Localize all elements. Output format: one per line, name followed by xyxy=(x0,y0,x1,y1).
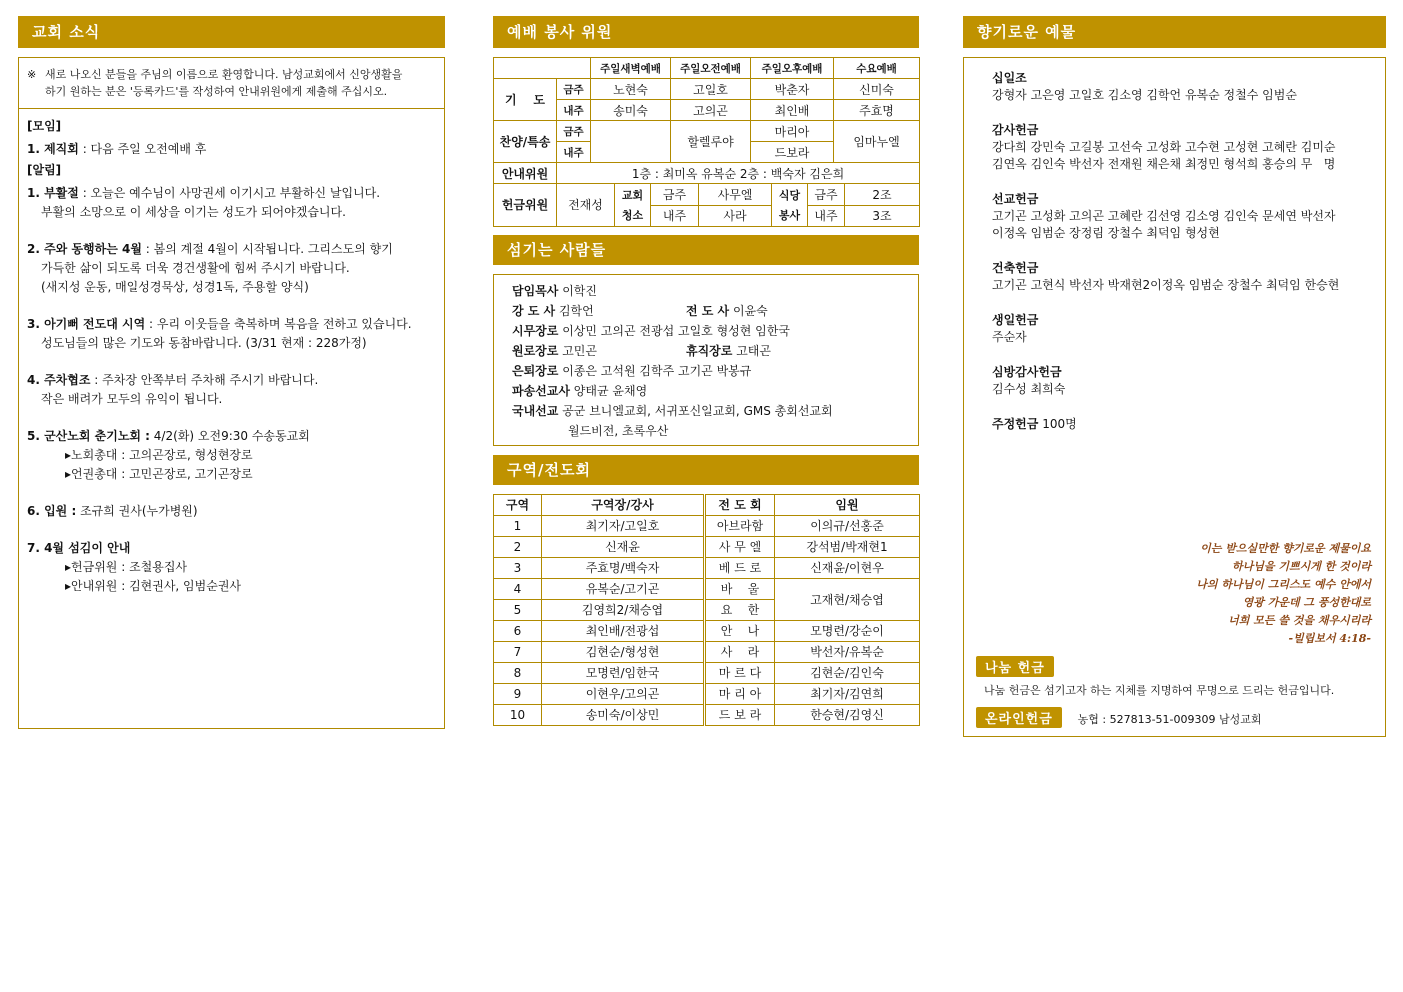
announce-item-6 xyxy=(27,502,436,521)
choir-afternoon-this: 마리아 xyxy=(751,121,834,142)
table-cell: 고의곤 xyxy=(671,100,751,121)
servant-label: 파송선교사 xyxy=(512,383,570,398)
servant-value: 양태균 윤채영 xyxy=(573,383,648,398)
kitchen-label-1: 식당 xyxy=(772,184,808,205)
announce-item-text: : 주차장 안쪽부터 주차해 주시기 바랍니다. xyxy=(90,373,319,387)
table-cell: 신재윤 xyxy=(542,536,705,557)
table-cell: 최인배 xyxy=(751,100,834,121)
verse-line: 나의 하나님이 그리스도 예수 안에서 xyxy=(1196,578,1371,591)
online-offering-account: 농협 : 527813-51-009309 남성교회 xyxy=(1077,713,1262,726)
table-header-row xyxy=(494,494,920,515)
sharing-offering xyxy=(976,656,1054,677)
online-offering xyxy=(976,707,1262,728)
offerings-column xyxy=(963,16,1386,737)
table-cell: 이의규/선홍준 xyxy=(775,515,920,536)
servant-label: 은퇴장로 xyxy=(512,363,559,378)
sharing-offering-text: 나눔 헌금은 섬기고자 하는 지체를 지명하여 무명으로 드리는 헌금입니다. xyxy=(984,684,1335,697)
announce-item-title: 7. 4월 섬김이 안내 xyxy=(27,541,131,555)
servant-row-domestic-mission xyxy=(512,401,908,421)
table-row xyxy=(494,79,920,100)
offering-group-birthday xyxy=(992,312,1375,346)
offering-label: 헌금위원 xyxy=(494,184,557,226)
table-cell: 사 라 xyxy=(705,641,775,662)
choir-wednesday: 임마누엘 xyxy=(834,121,920,163)
verse-line: 너희 모든 쓸 것을 채우시리라 xyxy=(1228,614,1371,627)
table-cell xyxy=(591,121,671,163)
table-cell: 이현우/고의곤 xyxy=(542,683,705,704)
announce-item-title: 5. 군산노회 춘기노회 : xyxy=(27,429,150,443)
servants-box xyxy=(493,274,919,446)
column-header: 구역장/강사 xyxy=(542,494,705,515)
table-cell: 2 xyxy=(494,536,542,557)
table-cell: 아브라함 xyxy=(705,515,775,536)
weekly-offering-value: 100명 xyxy=(1038,417,1077,431)
table-row xyxy=(494,515,920,536)
announce-item-title: 2. 주와 동행하는 4월 xyxy=(27,242,142,256)
announce-item-4 xyxy=(27,371,436,390)
table-cell: 신미숙 xyxy=(834,79,920,100)
announce-item-3 xyxy=(27,315,436,334)
servant-value: 김학언 xyxy=(558,303,594,318)
column-header: 임원 xyxy=(775,494,920,515)
choir-afternoon-next: 드보라 xyxy=(751,142,834,163)
table-row xyxy=(494,58,920,79)
table-cell: 모명련/임한국 xyxy=(542,662,705,683)
guide-label: 안내위원 xyxy=(494,163,557,184)
offering-category: 심방감사헌금 xyxy=(992,365,1062,379)
servant-value: 이종은 고석원 김학주 고기곤 박봉규 xyxy=(562,363,752,378)
table-cell: 5 xyxy=(494,599,542,620)
this-week-label: 금주 xyxy=(557,121,591,142)
header-wednesday-service: 수요예배 xyxy=(834,58,920,79)
offering-group-tithe xyxy=(992,70,1375,104)
table-cell: 3 xyxy=(494,557,542,578)
servant-value: 이상민 고의곤 전광섭 고일호 형성현 임한국 xyxy=(562,323,790,338)
offering-category: 십일조 xyxy=(992,71,1027,85)
table-row xyxy=(494,704,920,725)
announce-item-title: 6. 입원 : xyxy=(27,504,77,518)
servant-row-domestic-mission-2: 월드비전, 초록우산 xyxy=(568,423,669,438)
offering-names: 이정옥 임범순 장정림 장철수 최덕임 형성현 xyxy=(992,226,1220,240)
servant-row-missionaries xyxy=(512,381,908,401)
servants-heading: 섬기는 사람들 xyxy=(493,235,919,265)
servant-label: 전 도 사 xyxy=(686,303,730,318)
this-week-label: 금주 xyxy=(808,184,845,205)
table-cell: 최인배/전광섭 xyxy=(542,620,705,641)
verse-line: 영광 가운데 그 풍성한대로 xyxy=(1242,596,1371,609)
choir-morning: 할렐루야 xyxy=(671,121,751,163)
table-cell: 바 울 xyxy=(705,578,775,599)
announce-item-7 xyxy=(27,539,436,558)
offering-list xyxy=(964,58,1385,526)
table-cell: 안 나 xyxy=(705,620,775,641)
header-dawn-service: 주일새벽예배 xyxy=(591,58,671,79)
table-cell: 8 xyxy=(494,662,542,683)
servant-row-elders xyxy=(512,321,908,341)
announce-item-title: 4. 주차협조 xyxy=(27,373,91,387)
meeting-item-1 xyxy=(27,140,436,159)
offering-group-thanks xyxy=(992,122,1375,173)
servant-value: 공군 브니엘교회, 서귀포신일교회, GMS 총회선교회 xyxy=(562,403,833,418)
table-cell: 사 무 엘 xyxy=(705,536,775,557)
announce-item-2 xyxy=(27,240,436,259)
staff-column xyxy=(493,16,919,726)
reference-mark: ※ xyxy=(27,68,37,81)
table-row xyxy=(494,100,920,121)
table-cell: 최기자/김연희 xyxy=(775,683,920,704)
offering-names: 김연옥 김인숙 박선자 전재원 채은채 최정민 형석희 홍승의 무 명 xyxy=(992,157,1336,171)
announce-item-2-line-2: 가득한 삶이 되도록 더욱 경건생활에 힘써 주시기 바랍니다. xyxy=(41,261,350,275)
church-news-heading: 교회 소식 xyxy=(18,16,445,48)
meeting-label: [모임] xyxy=(27,119,62,133)
table-cell: 9 xyxy=(494,683,542,704)
table-cell: 주효명/백숙자 xyxy=(542,557,705,578)
servant-row-retired-elders xyxy=(512,361,908,381)
table-row xyxy=(494,620,920,641)
table-row xyxy=(494,578,920,599)
announce-label: [알림] xyxy=(27,163,62,177)
announce-item-5-line-2: ▸노회총대 : 고의곤장로, 형성현장로 xyxy=(65,448,253,462)
table-cell: 고재현/채승엽 xyxy=(775,578,920,620)
choir-label: 찬양/특송 xyxy=(494,121,557,163)
servant-row-senior-elders xyxy=(512,341,908,361)
offering-names: 주순자 xyxy=(992,330,1027,344)
servant-row-preacher xyxy=(512,301,908,321)
table-row xyxy=(494,557,920,578)
table-row xyxy=(494,121,920,142)
table-row xyxy=(494,683,920,704)
worship-staff-table xyxy=(493,57,920,184)
table-cell: 김영희2/채승엽 xyxy=(542,599,705,620)
servant-value: 이윤숙 xyxy=(732,303,768,318)
offering-names: 고기곤 고현식 박선자 박재현2이정옥 임범순 장철수 최덕임 한승현 xyxy=(992,278,1340,292)
offering-name: 전재성 xyxy=(557,184,615,226)
church-news-box xyxy=(18,57,445,729)
servant-label: 원로장로 xyxy=(512,343,559,358)
this-week-label: 금주 xyxy=(557,79,591,100)
table-cell xyxy=(494,58,591,79)
guide-text: 1층 : 최미옥 유복순 2층 : 백숙자 김은희 xyxy=(557,163,920,184)
servant-label: 담임목사 xyxy=(512,283,559,298)
table-cell: 6 xyxy=(494,620,542,641)
servant-value: 이학진 xyxy=(562,283,597,298)
table-cell: 마 리 아 xyxy=(705,683,775,704)
table-cell: 노현숙 xyxy=(591,79,671,100)
table-cell: 최기자/고일호 xyxy=(542,515,705,536)
servant-row-pastor xyxy=(512,281,908,301)
servant-label: 시무장로 xyxy=(512,323,559,338)
announce-item-7-line-3: ▸안내위원 : 김현권사, 임범순권사 xyxy=(65,579,242,593)
verse-line: 이는 받으실만한 향기로운 제물이요 xyxy=(1200,542,1371,555)
table-cell: 유복순/고기곤 xyxy=(542,578,705,599)
verse-line: 하나님을 기쁘시게 한 것이라 xyxy=(1232,560,1371,573)
announce-item-4-line-2: 작은 배려가 모두의 유익이 됩니다. xyxy=(41,392,223,406)
table-row xyxy=(494,641,920,662)
announce-item-title: 1. 부활절 xyxy=(27,186,79,200)
table-cell: 베 드 로 xyxy=(705,557,775,578)
welcome-line-1: 새로 나오신 분들을 주님의 이름으로 환영합니다. 남성교회에서 신앙생활을 xyxy=(45,68,403,81)
column-header: 전 도 회 xyxy=(705,494,775,515)
offerings-heading: 향기로운 예물 xyxy=(963,16,1386,48)
sharing-offering-badge: 나눔 헌금 xyxy=(976,656,1054,677)
announce-item-2-line-3: (새지성 운동, 매일성경묵상, 성경1독, 주용할 양식) xyxy=(41,280,309,294)
offering-group-mission xyxy=(992,191,1375,242)
table-cell: 김현순/형성현 xyxy=(542,641,705,662)
table-cell: 송미숙 xyxy=(591,100,671,121)
districts-heading: 구역/전도회 xyxy=(493,455,919,485)
offering-cleaning-table xyxy=(493,184,920,227)
offering-names: 강형자 고은영 고일호 김소영 김학언 유복순 정철수 임범순 xyxy=(992,88,1297,102)
table-cell: 4 xyxy=(494,578,542,599)
servant-label: 강 도 사 xyxy=(512,303,556,318)
announce-item-5 xyxy=(27,427,436,446)
weekly-offering-label: 주정헌금 xyxy=(992,417,1039,431)
meeting-item-text: : 다음 주일 오전예배 후 xyxy=(78,142,207,156)
announce-item-text: 조규희 권사(누가병원) xyxy=(76,504,198,518)
kitchen-this: 2조 xyxy=(845,184,920,205)
offering-category: 생일헌금 xyxy=(992,313,1039,327)
announce-item-text: : 우리 이웃들을 축복하며 복음을 전하고 있습니다. xyxy=(145,317,412,331)
welcome-line-2: 하기 원하는 분은 '등록카드'를 작성하여 안내위원에게 제출해 주십시오. xyxy=(45,85,388,98)
announce-item-title: 3. 아기뻐 전도대 시역 xyxy=(27,317,146,331)
online-offering-badge: 온라인헌금 xyxy=(976,707,1062,728)
column-header: 구역 xyxy=(494,494,542,515)
announce-item-text: : 오늘은 예수님이 사망권세 이기시고 부활하신 날입니다. xyxy=(78,186,381,200)
table-cell: 김현순/김인숙 xyxy=(775,662,920,683)
news-body xyxy=(19,109,444,606)
table-cell: 강석범/박재현1 xyxy=(775,536,920,557)
table-cell: 박선자/유복순 xyxy=(775,641,920,662)
table-cell: 마 르 다 xyxy=(705,662,775,683)
kitchen-label-2: 봉사 xyxy=(772,205,808,226)
header-afternoon-service: 주일오후예배 xyxy=(751,58,834,79)
this-week-label: 금주 xyxy=(651,184,699,205)
offering-group-building xyxy=(992,260,1375,294)
offerings-box xyxy=(963,57,1386,737)
next-week-label: 내주 xyxy=(808,205,845,226)
worship-staff-heading: 예배 봉사 위원 xyxy=(493,16,919,48)
weekly-offering xyxy=(992,416,1375,433)
servant-label: 국내선교 xyxy=(512,403,559,418)
announce-item-text: : 봄의 계절 4월이 시작됩니다. 그리스도의 향기 xyxy=(141,242,393,256)
table-cell: 주효명 xyxy=(834,100,920,121)
next-week-label: 내주 xyxy=(651,205,699,226)
announce-item-1-line-2: 부활의 소망으로 이 세상을 이기는 성도가 되어야겠습니다. xyxy=(41,205,346,219)
announce-item-3-line-2: 성도님들의 많은 기도와 동참바랍니다. (3/31 현재 : 228가정) xyxy=(41,336,367,350)
kitchen-next: 3조 xyxy=(845,205,920,226)
table-row xyxy=(494,662,920,683)
servant-value: 고민곤 xyxy=(562,343,597,358)
announce-item-1 xyxy=(27,184,436,203)
table-cell: 10 xyxy=(494,704,542,725)
prayer-label: 기 도 xyxy=(494,79,557,121)
table-cell: 7 xyxy=(494,641,542,662)
offering-names: 강다희 강민숙 고길봉 고선숙 고성화 고수현 고성현 고혜란 김미순 xyxy=(992,140,1336,154)
table-cell: 1 xyxy=(494,515,542,536)
announce-item-text: 4/2(화) 오전9:30 수송동교회 xyxy=(149,429,310,443)
announce-item-7-line-2: ▸헌금위원 : 조철용집사 xyxy=(65,560,188,574)
table-cell: 신재윤/이현우 xyxy=(775,557,920,578)
offering-category: 선교헌금 xyxy=(992,192,1039,206)
offering-names: 고기곤 고성화 고의곤 고혜란 김선영 김소영 김인숙 문세연 박선자 xyxy=(992,209,1336,223)
cleaning-label-1: 교회 xyxy=(615,184,651,205)
table-cell: 모명련/강순이 xyxy=(775,620,920,641)
header-morning-service: 주일오전예배 xyxy=(671,58,751,79)
table-row xyxy=(494,536,920,557)
church-news-column xyxy=(18,16,445,729)
servant-value: 고태곤 xyxy=(736,343,771,358)
next-week-label: 내주 xyxy=(557,100,591,121)
offering-category: 감사헌금 xyxy=(992,123,1039,137)
offering-category: 건축헌금 xyxy=(992,261,1039,275)
cleaning-next: 사라 xyxy=(699,205,772,226)
welcome-notice xyxy=(19,58,444,109)
table-cell: 한승현/김영신 xyxy=(775,704,920,725)
table-row xyxy=(494,184,920,205)
offering-group-visit-thanks xyxy=(992,364,1375,398)
table-cell: 송미숙/이상민 xyxy=(542,704,705,725)
meeting-item-title: 1. 제직회 xyxy=(27,142,79,156)
cleaning-this: 사무엘 xyxy=(699,184,772,205)
announce-item-5-line-3: ▸언권총대 : 고민곤장로, 고기곤장로 xyxy=(65,467,253,481)
table-cell: 요 한 xyxy=(705,599,775,620)
table-cell: 박춘자 xyxy=(751,79,834,100)
table-cell: 드 보 라 xyxy=(705,704,775,725)
table-cell: 고일호 xyxy=(671,79,751,100)
servant-label: 휴직장로 xyxy=(686,343,733,358)
next-week-label: 내주 xyxy=(557,142,591,163)
districts-table xyxy=(493,494,920,726)
cleaning-label-2: 청소 xyxy=(615,205,651,226)
offering-names: 김수성 최희숙 xyxy=(992,382,1066,396)
scripture-verse xyxy=(1196,540,1371,648)
table-row xyxy=(494,163,920,184)
verse-reference: -빌립보서 4:18- xyxy=(1288,632,1371,645)
